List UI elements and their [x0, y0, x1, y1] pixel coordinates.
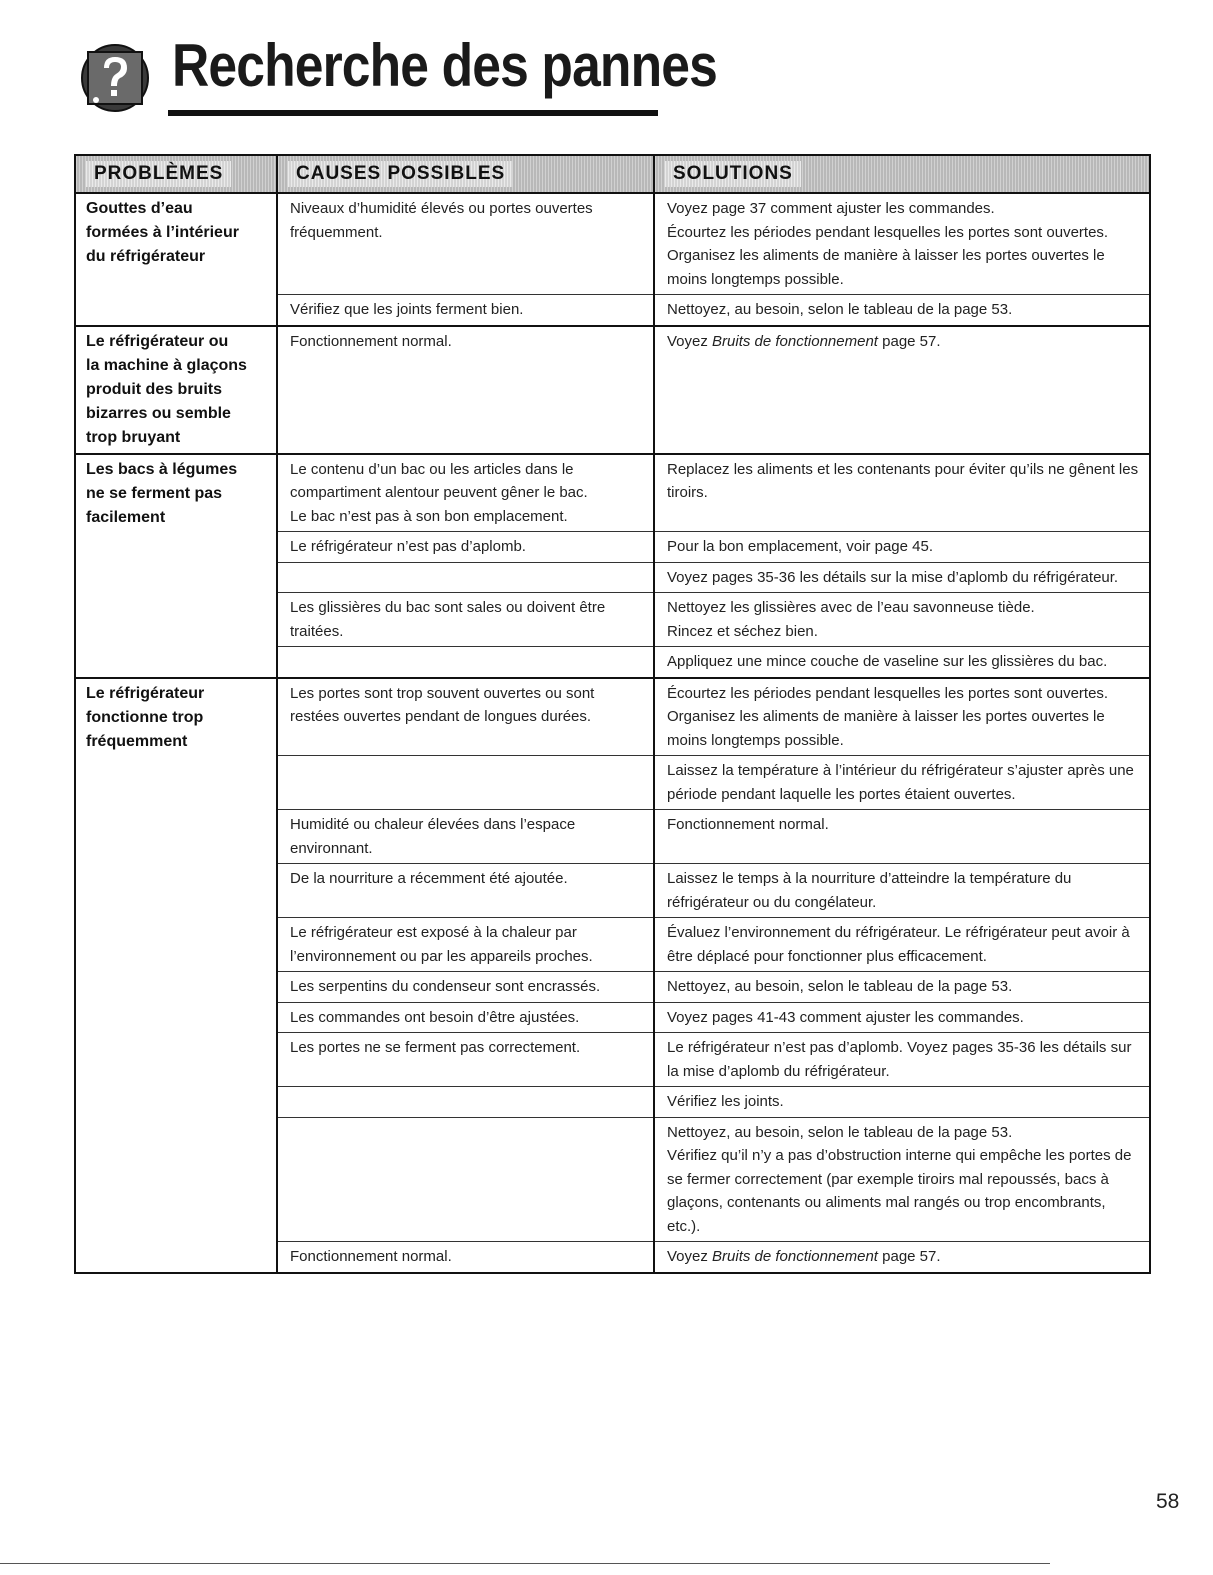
reference-title: Bruits de fonctionnement	[712, 332, 878, 350]
solution-cell: Nettoyez les glissières avec de l’eau savonneuse tiède. Rincez et séchez bien.	[654, 593, 1150, 647]
solution-cell: Écourtez les périodes pendant lesquelles les portes sont ouvertes. Organisez les aliments de manière à laisser les portes ouvertes le moins longtemps possible.	[654, 678, 1150, 756]
cause-cell: Humidité ou chaleur élevées dans l’espace environnant.	[277, 810, 654, 864]
problem-cell: Gouttes d’eau formées à l’intérieur du réfrigérateur	[75, 193, 277, 326]
table-row	[75, 454, 1150, 532]
table-row	[75, 678, 1150, 756]
cause-cell: De la nourriture a récemment été ajoutée.	[277, 864, 654, 918]
problem-cell: Le réfrigérateur ou la machine à glaçons produit des bruits bizarres ou semble trop bruyant	[75, 326, 277, 454]
footer-rule	[0, 1563, 1050, 1564]
table-header-row	[75, 155, 1150, 193]
troubleshooting-table	[74, 154, 1151, 1274]
solution-cell: Fonctionnement normal.	[654, 810, 1150, 864]
solution-cell: Nettoyez, au besoin, selon le tableau de la page 53. Vérifiez qu’il n’y a pas d’obstruction interne qui empêche les portes de se fermer correctement (par exemple tiroirs mal repoussés, bacs à glaçons, contenants ou aliments mal rangés ou trop encombrants, etc.).	[654, 1117, 1150, 1242]
solution-cell: Voyez Bruits de fonctionnement page 57.	[654, 1242, 1150, 1273]
solution-cell: Voyez pages 35-36 les détails sur la mise d’aplomb du réfrigérateur.	[654, 562, 1150, 593]
cause-cell	[277, 1117, 654, 1242]
reference-title: Bruits de fonctionnement	[712, 1248, 878, 1265]
cause-cell	[277, 1087, 654, 1118]
cause-cell: Les commandes ont besoin d’être ajustées.	[277, 1002, 654, 1033]
cause-cell: Le réfrigérateur n’est pas d’aplomb.	[277, 532, 654, 563]
page-number: 58	[1156, 1490, 1180, 1513]
page-title: Recherche des pannes	[172, 32, 717, 99]
solution-cell: Voyez pages 41-43 comment ajuster les commandes.	[654, 1002, 1150, 1033]
solution-cell: Pour la bon emplacement, voir page 45.	[654, 532, 1150, 563]
solution-cell: Nettoyez, au besoin, selon le tableau de la page 53.	[654, 972, 1150, 1003]
solution-cell: Laissez la température à l’intérieur du réfrigérateur s’ajuster après une période pendant laquelle les portes étaient ouvertes.	[654, 756, 1150, 810]
cause-cell	[277, 647, 654, 678]
column-header-problems: PROBLÈMES	[75, 155, 277, 193]
cause-cell: Niveaux d’humidité élevés ou portes ouvertes fréquemment.	[277, 193, 654, 295]
table-row	[75, 193, 1150, 295]
cause-cell: Les portes ne se ferment pas correctement.	[277, 1033, 654, 1087]
cause-cell: Les glissières du bac sont sales ou doivent être traitées.	[277, 593, 654, 647]
solution-cell: Voyez Bruits de fonctionnement page 57.	[654, 326, 1150, 454]
solution-cell: Vérifiez les joints.	[654, 1087, 1150, 1118]
cause-cell: Les portes sont trop souvent ouvertes ou sont restées ouvertes pendant de longues durées.	[277, 678, 654, 756]
solution-cell: Appliquez une mince couche de vaseline sur les glissières du bac.	[654, 647, 1150, 678]
solution-cell: Voyez page 37 comment ajuster les commandes. Écourtez les périodes pendant lesquelles les portes sont ouvertes. Organisez les aliments de manière à laisser les portes ouvertes le moins longtemps possible.	[654, 193, 1150, 295]
solution-cell: Le réfrigérateur n’est pas d’aplomb. Voyez pages 35-36 les détails sur la mise d’aplomb du réfrigérateur.	[654, 1033, 1150, 1087]
table-row	[75, 326, 1150, 454]
problem-cell: Les bacs à légumes ne se ferment pas facilement	[75, 454, 277, 678]
cause-cell: Fonctionnement normal.	[277, 1242, 654, 1273]
solution-cell: Replacez les aliments et les contenants pour éviter qu’ils ne gênent les tiroirs.	[654, 454, 1150, 532]
problem-cell: Le réfrigérateur fonctionne trop fréquemment	[75, 678, 277, 1273]
cause-cell: Vérifiez que les joints ferment bien.	[277, 295, 654, 326]
cause-cell	[277, 562, 654, 593]
solution-cell: Laissez le temps à la nourriture d’atteindre la température du réfrigérateur ou du congélateur.	[654, 864, 1150, 918]
title-underline	[168, 110, 658, 116]
cause-cell: Fonctionnement normal.	[277, 326, 654, 454]
column-header-causes: CAUSES POSSIBLES	[277, 155, 654, 193]
cause-cell: Le réfrigérateur est exposé à la chaleur par l’environnement ou par les appareils proches.	[277, 918, 654, 972]
column-header-solutions: SOLUTIONS	[654, 155, 1150, 193]
cause-cell: Le contenu d’un bac ou les articles dans le compartiment alentour peuvent gêner le bac. Le bac n’est pas à son bon emplacement.	[277, 454, 654, 532]
solution-cell: Évaluez l’environnement du réfrigérateur. Le réfrigérateur peut avoir à être déplacé pour fonctionner plus efficacement.	[654, 918, 1150, 972]
cause-cell	[277, 756, 654, 810]
question-mark-icon	[80, 40, 150, 116]
solution-cell: Nettoyez, au besoin, selon le tableau de la page 53.	[654, 295, 1150, 326]
cause-cell: Les serpentins du condenseur sont encrassés.	[277, 972, 654, 1003]
